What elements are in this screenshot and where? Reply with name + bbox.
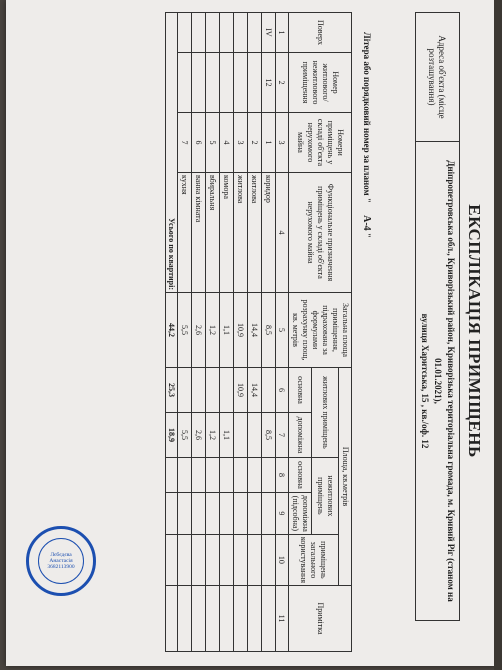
cell-room: 1 <box>262 113 276 173</box>
cell-total: 5,5 <box>178 293 192 368</box>
cell-nl-main <box>178 458 192 493</box>
rotated-document <box>10 6 490 656</box>
cell-purpose: ванна кімната <box>192 173 206 293</box>
cell-total: 8,5 <box>262 293 276 368</box>
cell-note <box>220 586 234 652</box>
cell-aux <box>248 413 262 458</box>
cell-common <box>220 534 234 585</box>
total-empty <box>166 493 178 535</box>
col-number: 5 <box>276 293 289 368</box>
col-number: 9 <box>276 493 289 535</box>
stamp-inner <box>38 538 84 584</box>
cell-purpose: житлова <box>248 173 262 293</box>
cell-total: 10,9 <box>234 293 248 368</box>
cell-room: 2 <box>248 113 262 173</box>
cell-apartment <box>206 53 220 113</box>
cell-purpose: житлова <box>234 173 248 293</box>
cell-nl-main <box>234 458 248 493</box>
cell-room: 7 <box>178 113 192 173</box>
total-label: Усього по квартирі: <box>166 13 178 293</box>
cell-main <box>206 368 220 413</box>
cell-nl-aux <box>220 493 234 535</box>
cell-apartment <box>248 53 262 113</box>
cell-nl-aux <box>262 493 276 535</box>
cell-aux: 1,2 <box>206 413 220 458</box>
address-line-1: Дніпропетровська обл., Криворізький район, Криворізька територіальна громада, м. Кривий Ріг (станом на 01.01.2021), <box>433 160 456 602</box>
cell-floor <box>248 13 262 53</box>
cell-floor <box>234 13 248 53</box>
table-row <box>178 13 192 652</box>
cell-total: 14,4 <box>248 293 262 368</box>
total-empty <box>166 586 178 652</box>
cell-common <box>248 534 262 585</box>
header-total-area: Загальна площа приміщення, підрахована за формулами розрахунку площ, кв. метрів <box>289 293 352 368</box>
cell-apartment <box>220 53 234 113</box>
header-nonliving-group: нежитлових приміщень <box>312 458 339 535</box>
cell-nl-main <box>262 458 276 493</box>
cell-common <box>262 534 276 585</box>
header-nl-aux: допоміжна (підсобна) <box>289 493 312 535</box>
explication-table <box>165 12 352 652</box>
page-edge-shadow <box>494 0 502 670</box>
total-empty <box>166 458 178 493</box>
header-room-numbers: Номери приміщень у складі об'єкта нерухомого майна <box>289 113 352 173</box>
header-living-group: житлових приміщень <box>312 368 339 458</box>
total-area: 44,2 <box>166 293 178 368</box>
table-row <box>206 13 220 652</box>
cell-main <box>178 368 192 413</box>
header-aux: допоміжна <box>289 413 312 458</box>
header-floor: Поверх <box>289 13 352 53</box>
cell-total: 2,6 <box>192 293 206 368</box>
cell-floor <box>206 13 220 53</box>
cell-apartment: 12 <box>262 53 276 113</box>
table-row <box>234 13 248 652</box>
cell-note <box>206 586 220 652</box>
col-number: 3 <box>276 113 289 173</box>
cell-floor: IV <box>262 13 276 53</box>
cell-nl-main <box>248 458 262 493</box>
stamp-text: Лєбєдєва Анастасія 3682113900 <box>47 552 75 570</box>
col-number: 7 <box>276 413 289 458</box>
header-purpose: Функціональне призначення приміщень у складі об'єкта нерухомого майна <box>289 173 352 293</box>
total-aux: 18,9 <box>166 413 178 458</box>
cell-main: 14,4 <box>248 368 262 413</box>
header-area-group: Площа, кв.метрів <box>339 368 352 586</box>
litera-line <box>361 32 372 238</box>
cell-note <box>178 586 192 652</box>
cell-floor <box>192 13 206 53</box>
document-title: ЕКСПЛІКАЦІЯ ПРИМІЩЕНЬ <box>465 204 484 458</box>
cell-purpose: вбиральня <box>206 173 220 293</box>
cell-main: 10,9 <box>234 368 248 413</box>
cell-aux <box>234 413 248 458</box>
cell-floor <box>178 13 192 53</box>
col-number: 6 <box>276 368 289 413</box>
cell-main <box>192 368 206 413</box>
cell-purpose: коридор <box>262 173 276 293</box>
cell-nl-main <box>206 458 220 493</box>
address-label: Адреса об'єкта (місце розташування) <box>416 13 460 142</box>
table-body <box>178 13 276 652</box>
table-row <box>262 13 276 652</box>
cell-nl-aux <box>248 493 262 535</box>
cell-room: 4 <box>220 113 234 173</box>
col-number: 4 <box>276 173 289 293</box>
litera-label: Літера або порядковий номер за планом " <box>362 32 372 203</box>
col-number: 2 <box>276 53 289 113</box>
cell-apartment <box>234 53 248 113</box>
table-row <box>192 13 206 652</box>
total-row <box>166 13 178 652</box>
cell-aux: 2,6 <box>192 413 206 458</box>
cell-common <box>206 534 220 585</box>
cell-note <box>262 586 276 652</box>
cell-purpose: комора <box>220 173 234 293</box>
cell-nl-aux <box>178 493 192 535</box>
column-number-row <box>276 13 289 652</box>
cell-common <box>178 534 192 585</box>
total-empty <box>166 534 178 585</box>
header-nl-main: основна <box>289 458 312 493</box>
cell-aux: 5,5 <box>178 413 192 458</box>
cell-floor <box>220 13 234 53</box>
address-value <box>416 142 460 621</box>
col-number: 11 <box>276 586 289 652</box>
litera-value: А-4 <box>361 215 372 231</box>
cell-apartment <box>178 53 192 113</box>
cell-apartment <box>192 53 206 113</box>
col-number: 1 <box>276 13 289 53</box>
cell-common <box>192 534 206 585</box>
cell-purpose: кухня <box>178 173 192 293</box>
cell-nl-aux <box>206 493 220 535</box>
header-main: основна <box>289 368 312 413</box>
col-number: 8 <box>276 458 289 493</box>
cell-total: 1,2 <box>206 293 220 368</box>
cell-note <box>248 586 262 652</box>
cell-main <box>262 368 276 413</box>
cell-total: 1,1 <box>220 293 234 368</box>
cell-room: 5 <box>206 113 220 173</box>
cell-common <box>234 534 248 585</box>
cell-aux: 1,1 <box>220 413 234 458</box>
official-stamp <box>26 526 96 596</box>
header-apartment-number: Номер житлового/ нежитлового приміщення <box>289 53 352 113</box>
table-row <box>248 13 262 652</box>
address-line-2: вулиця Харитська, 15 , кв./оф. 12 <box>420 313 430 449</box>
cell-note <box>192 586 206 652</box>
cell-room: 6 <box>192 113 206 173</box>
cell-note <box>234 586 248 652</box>
cell-nl-aux <box>234 493 248 535</box>
header-note: Примітка <box>289 586 352 652</box>
header-common: приміщень загального користування <box>289 534 339 585</box>
cell-nl-main <box>192 458 206 493</box>
litera-close: " <box>362 232 372 238</box>
cell-nl-aux <box>192 493 206 535</box>
cell-main <box>220 368 234 413</box>
cell-room: 3 <box>234 113 248 173</box>
col-number: 10 <box>276 534 289 585</box>
address-table <box>415 12 460 621</box>
total-main: 25,3 <box>166 368 178 413</box>
cell-nl-main <box>220 458 234 493</box>
table-row <box>220 13 234 652</box>
cell-aux: 8,5 <box>262 413 276 458</box>
